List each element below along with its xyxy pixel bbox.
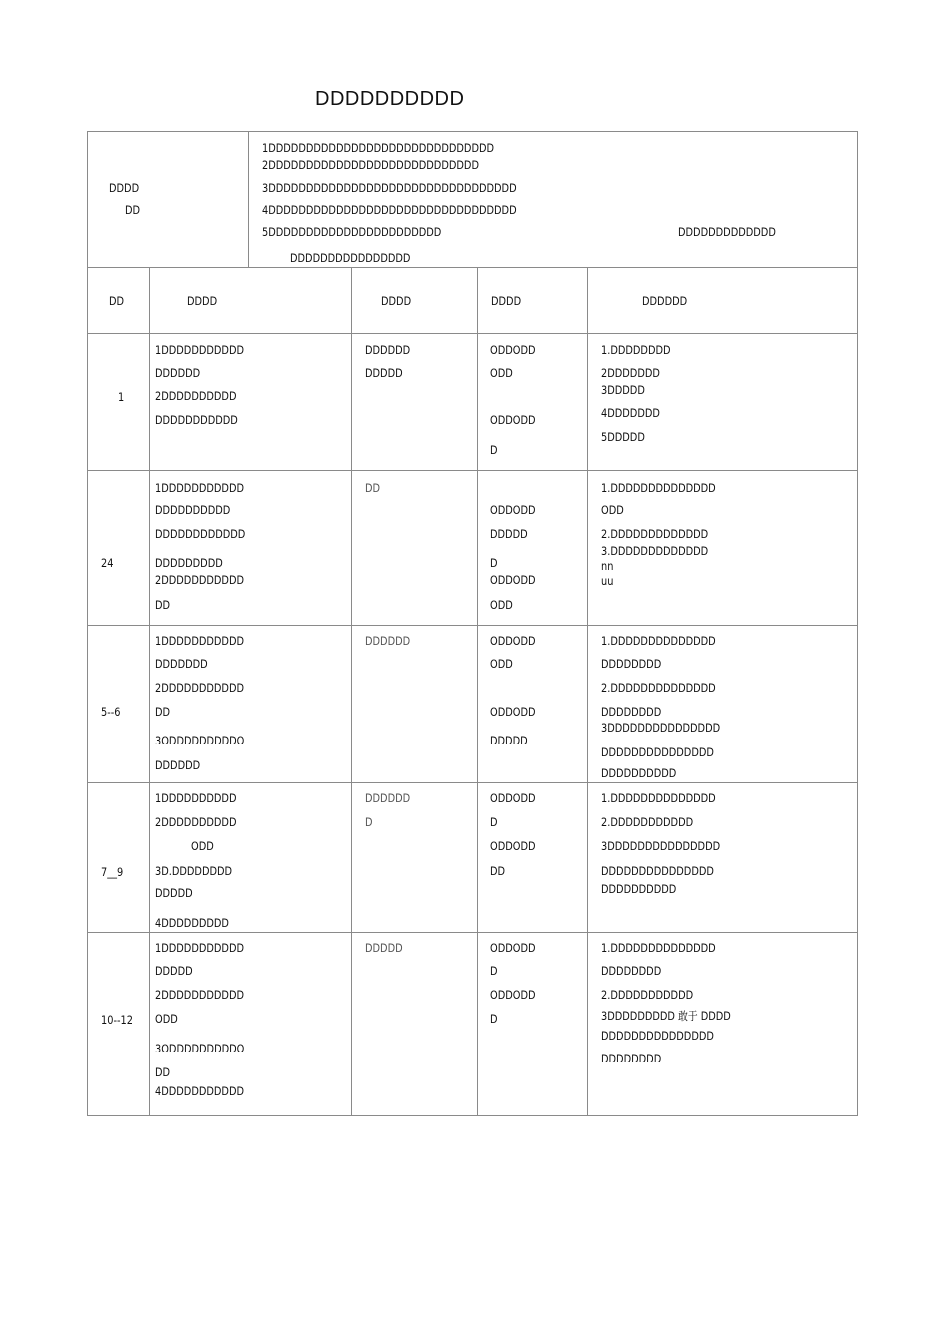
notes-line: 2DDDDDDD (601, 366, 660, 380)
content-line: 3ODDDDDDDDDO (155, 1042, 245, 1052)
column-divider (351, 267, 352, 1116)
notes-line: DDDDDDDD (601, 657, 662, 671)
row-week-label: 24 (101, 556, 114, 570)
content-line: 3ODDDDDDDDDO (155, 734, 245, 744)
method-line: ODDODD (490, 573, 536, 587)
notes-line: 1.DDDDDDDDDDDDDD (601, 941, 716, 955)
notes-line: DDDDDDDDDDDDDDD (601, 745, 714, 759)
method-line: ODD (490, 366, 513, 380)
method-line: DDDDD (490, 734, 528, 744)
column-divider (149, 267, 150, 1116)
header-label-line-2: DD (125, 203, 141, 217)
content-line: DDDDDDDDDDD (155, 413, 238, 427)
header-right-note: DDDDDDDDDDDDD (678, 225, 776, 239)
content-line: DDDDDDD (155, 657, 208, 671)
content-line: 4DDDDDDDDDDD (155, 1084, 245, 1098)
column-header-time: DDDD (381, 294, 412, 308)
header-divider (248, 131, 249, 268)
method-line: ODDODD (490, 988, 536, 1002)
notes-line: 4DDDDDDD (601, 406, 660, 420)
notes-line: DDDDDDDDDDDDDDD (601, 864, 714, 878)
row-divider (87, 782, 858, 783)
method-line: D (490, 443, 498, 457)
header-bottom-note: DDDDDDDDDDDDDDDD (290, 251, 411, 265)
content-line: DDDDD (155, 964, 193, 978)
content-line: DD (155, 598, 171, 612)
method-line: ODD (490, 657, 513, 671)
notes-line: DDDDDDDDDD (601, 766, 677, 780)
goal-line-5: 5DDDDDDDDDDDDDDDDDDDDDDD (262, 225, 442, 239)
time-line: DDDDD (365, 366, 403, 380)
notes-line: DDDDDDDD (601, 964, 662, 978)
row-week-label: 10--12 (101, 1013, 133, 1027)
method-line: D (490, 964, 498, 978)
row-week-label: 5--6 (101, 705, 121, 719)
time-line: DDDDD (365, 941, 403, 955)
page-title: DDDDDDDDDD (315, 88, 465, 110)
notes-line: ODD (601, 503, 624, 517)
time-line: D (365, 815, 373, 829)
notes-line: 1.DDDDDDDDDDDDDD (601, 481, 716, 495)
method-line: ODDODD (490, 634, 536, 648)
header-label-line-1: DDDD (109, 181, 140, 195)
method-line: ODDODD (490, 839, 536, 853)
notes-line: 1.DDDDDDDDDDDDDD (601, 634, 716, 648)
content-line: 4DDDDDDDDD (155, 916, 229, 930)
notes-line: 2.DDDDDDDDDDDDDD (601, 681, 716, 695)
method-line: ODDODD (490, 413, 536, 427)
method-line: ODDODD (490, 343, 536, 357)
content-line: DDDDDDDDD (155, 556, 223, 570)
column-divider (587, 267, 588, 1116)
content-line: 1DDDDDDDDDDD (155, 481, 245, 495)
notes-line: 5DDDDD (601, 430, 645, 444)
notes-line: 2.DDDDDDDDDDDDD (601, 527, 709, 541)
method-line: ODDODD (490, 503, 536, 517)
content-line: DDDDDD (155, 758, 201, 772)
content-line: DD (155, 705, 171, 719)
notes-line: 3DDDDDDDDD 敢于 DDDD (601, 1009, 731, 1023)
notes-line: DDDDDDDD (601, 705, 662, 719)
content-line: 1DDDDDDDDDD (155, 791, 237, 805)
row-week-label: 7__9 (101, 865, 124, 879)
time-line: DDDDDD (365, 343, 411, 357)
goal-line-4: 4DDDDDDDDDDDDDDDDDDDDDDDDDDDDDDDDD (262, 203, 517, 217)
content-line: 2DDDDDDDDDDD (155, 988, 245, 1002)
column-header-content: DDDD (187, 294, 218, 308)
content-line: 2DDDDDDDDDDD (155, 681, 245, 695)
row-week-label: 1 (118, 390, 125, 404)
content-line: ODD (155, 1012, 178, 1026)
content-line: DD (155, 1065, 171, 1079)
notes-line: DDDDDDDDDDDDDDD (601, 1029, 714, 1043)
content-line: 1DDDDDDDDDDD (155, 634, 245, 648)
notes-line: 1.DDDDDDDD (601, 343, 671, 357)
content-line: 1DDDDDDDDDDD (155, 941, 245, 955)
method-line: D (490, 1012, 498, 1026)
row-divider (87, 333, 858, 334)
time-line: DDDDDD (365, 634, 411, 648)
notes-line: 3.DDDDDDDDDDDDD (601, 544, 709, 558)
method-line: ODDODD (490, 791, 536, 805)
notes-line: 1.DDDDDDDDDDDDDD (601, 791, 716, 805)
goal-line-2: 2DDDDDDDDDDDDDDDDDDDDDDDDDDDD (262, 158, 479, 172)
method-line: DDDDD (490, 527, 528, 541)
column-header-notes: DDDDDD (642, 294, 688, 308)
row-divider (87, 932, 858, 933)
goal-line-1: 1DDDDDDDDDDDDDDDDDDDDDDDDDDDDDD (262, 141, 495, 155)
notes-line: nn (601, 559, 614, 573)
content-line: 1DDDDDDDDDDD (155, 343, 245, 357)
method-line: ODDODD (490, 705, 536, 719)
content-line: 2DDDDDDDDDD (155, 389, 237, 403)
notes-line: DDDDDDDD (601, 1052, 662, 1062)
notes-line: 2.DDDDDDDDDDD (601, 988, 694, 1002)
notes-line: 3DDDDDDDDDDDDDDD (601, 839, 721, 853)
content-line: 3D.DDDDDDDD (155, 864, 233, 878)
goal-line-3: 3DDDDDDDDDDDDDDDDDDDDDDDDDDDDDDDDD (262, 181, 517, 195)
content-line: 2DDDDDDDDDDD (155, 573, 245, 587)
content-line: DDDDDD (155, 366, 201, 380)
row-divider (87, 625, 858, 626)
content-line: 2DDDDDDDDDD (155, 815, 237, 829)
column-divider (477, 267, 478, 1116)
method-line: D (490, 815, 498, 829)
column-header-week: DD (109, 294, 125, 308)
method-line: ODDODD (490, 941, 536, 955)
notes-line: 3DDDDDDDDDDDDDDD (601, 721, 721, 735)
notes-line: DDDDDDDDDD (601, 882, 677, 896)
notes-line: uu (601, 574, 614, 588)
column-header-method: DDDD (491, 294, 522, 308)
content-line: DDDDDDDDDDDD (155, 527, 246, 541)
content-line: DDDDDDDDDD (155, 503, 231, 517)
method-line: ODD (490, 598, 513, 612)
content-line: DDDDD (155, 886, 193, 900)
time-line: DDDDDD (365, 791, 411, 805)
content-line: ODD (191, 839, 214, 853)
row-divider (87, 470, 858, 471)
notes-line: 3DDDDD (601, 383, 645, 397)
method-line: D (490, 556, 498, 570)
method-line: DD (490, 864, 506, 878)
time-line: DD (365, 481, 381, 495)
notes-line: 2.DDDDDDDDDDD (601, 815, 694, 829)
